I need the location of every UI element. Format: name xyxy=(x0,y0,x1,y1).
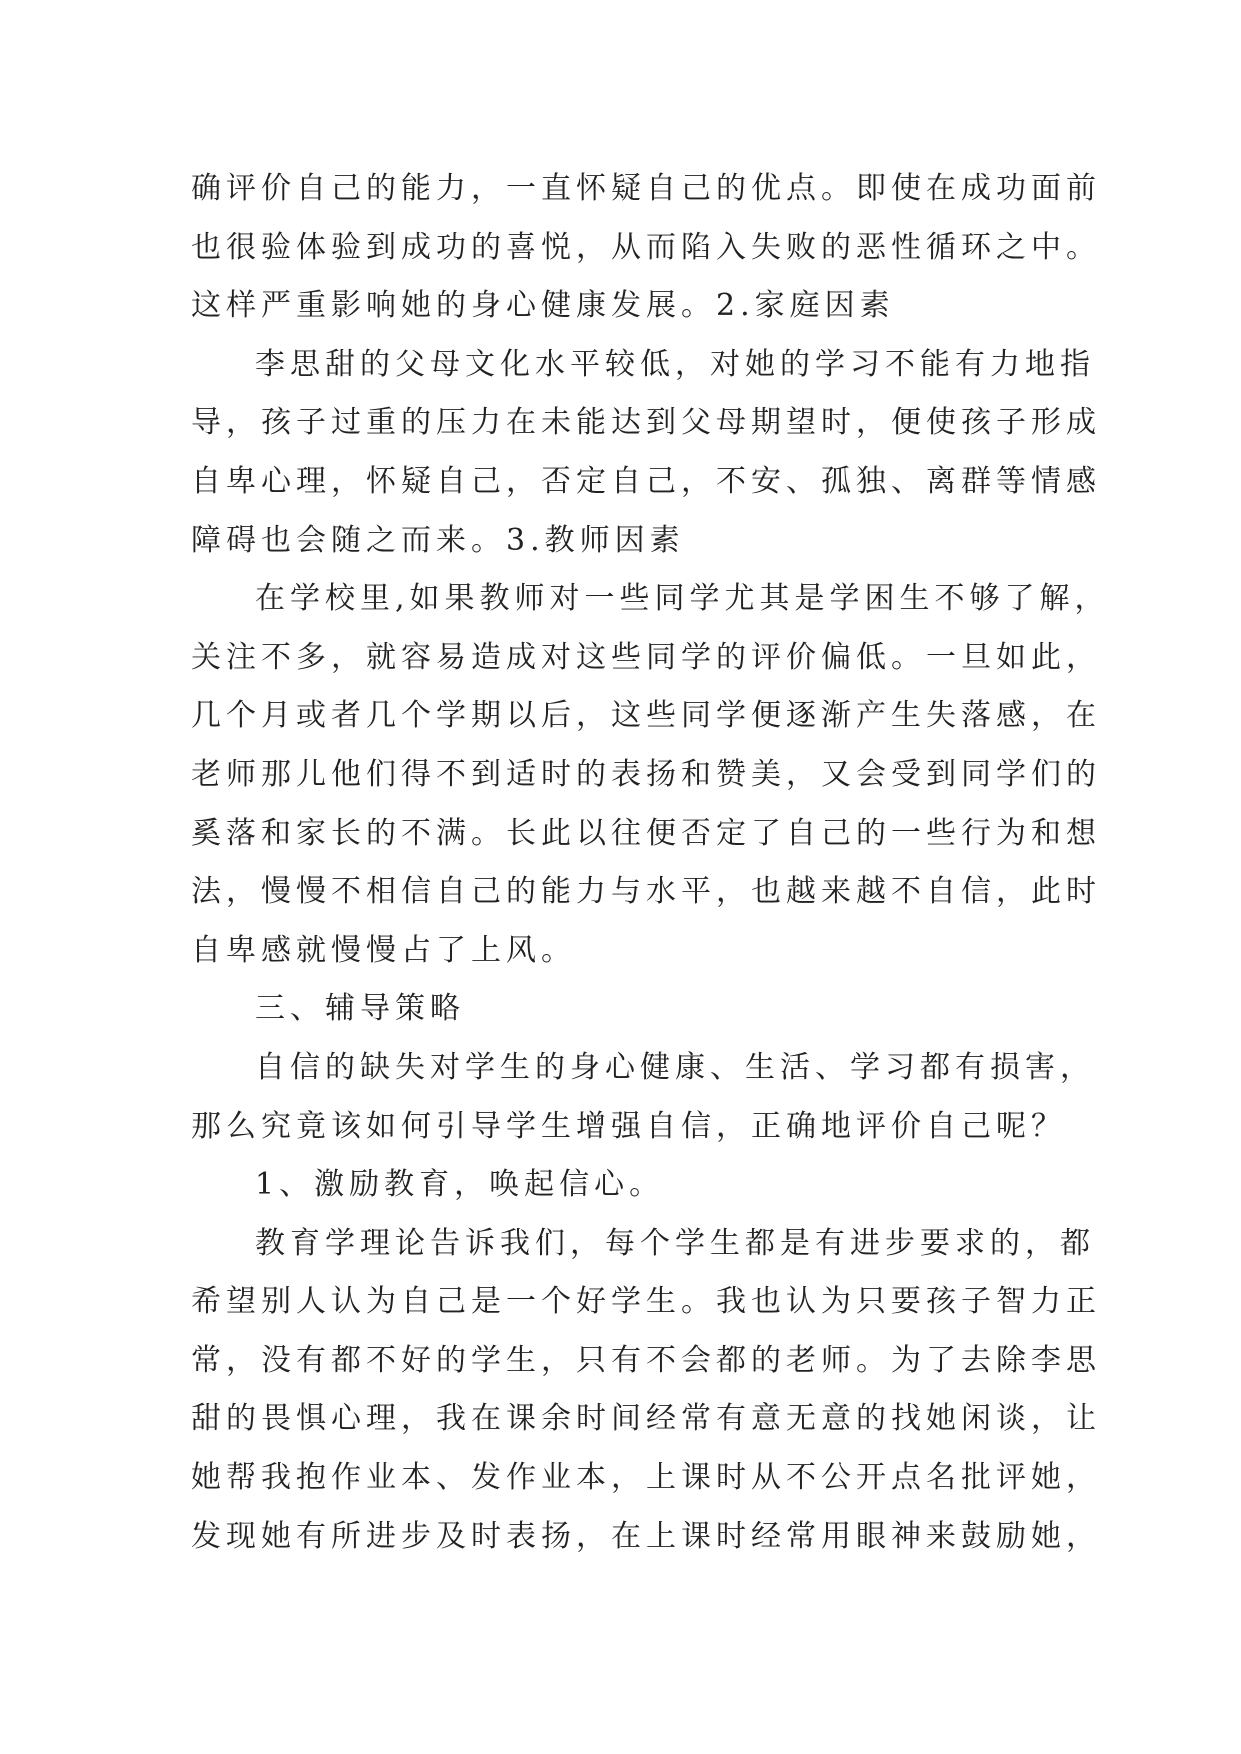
body-text xyxy=(191,160,1110,1566)
text-line: 障碍也会随之而来。3.教师因素 xyxy=(191,522,685,558)
text-line: 确评价自己的能力，一直怀疑自己的优点。即使在成功面前 xyxy=(191,171,1101,206)
text-line: 那么究竟该如何引导学生增强自信，正确地评价自己呢？ xyxy=(191,1108,1066,1144)
text-line: 自卑心理，怀疑自己，否定自己，不安、孤独、离群等情感 xyxy=(191,463,1101,499)
paragraph-start-line: 教育学理论告诉我们，每个学生都是有进步要求的，都 xyxy=(255,1225,1095,1261)
subsection-heading: 1、激励教育，唤起信心。 xyxy=(255,1167,665,1203)
paragraph-start-line: 自信的缺失对学生的身心健康、生活、学习都有损害， xyxy=(255,1049,1095,1085)
text-line: 关注不多，就容易造成对这些同学的评价偏低。一旦如此， xyxy=(191,639,1101,675)
text-line: 自卑感就慢慢占了上风。 xyxy=(191,932,576,968)
section-heading: 三、辅导策略 xyxy=(255,991,465,1027)
text-line: 老师那儿他们得不到适时的表扬和赞美，又会受到同学们的 xyxy=(191,756,1101,792)
text-line: 也很验体验到成功的喜悦，从而陷入失败的恶性循环之中。 xyxy=(191,229,1101,265)
text-line: 她帮我抱作业本、发作业本，上课时从不公开点名批评她， xyxy=(191,1460,1101,1496)
text-line: 这样严重影响她的身心健康发展。2.家庭因素 xyxy=(191,288,895,324)
text-line: 常，没有都不好的学生，只有不会都的老师。为了去除李思 xyxy=(191,1342,1101,1378)
text-line: 奚落和家长的不满。长此以往便否定了自己的一些行为和想 xyxy=(191,815,1101,851)
text-line: 发现她有所进步及时表扬，在上课时经常用眼神来鼓励她， xyxy=(191,1518,1101,1554)
text-line: 几个月或者几个学期以后，这些同学便逐渐产生失落感，在 xyxy=(191,698,1101,734)
text-line: 导，孩子过重的压力在未能达到父母期望时，便使孩子形成 xyxy=(191,405,1101,441)
text-line: 法，慢慢不相信自己的能力与水平，也越来越不自信，此时 xyxy=(191,874,1101,910)
paragraph-start-line: 李思甜的父母文化水平较低，对她的学习不能有力地指 xyxy=(255,346,1095,382)
paragraph-start-line: 在学校里,如果教师对一些同学尤其是学困生不够了解， xyxy=(255,581,1110,617)
text-line: 甜的畏惧心理，我在课余时间经常有意无意的找她闲谈，让 xyxy=(191,1401,1101,1437)
text-line: 希望别人认为自己是一个好学生。我也认为只要孩子智力正 xyxy=(191,1284,1101,1320)
